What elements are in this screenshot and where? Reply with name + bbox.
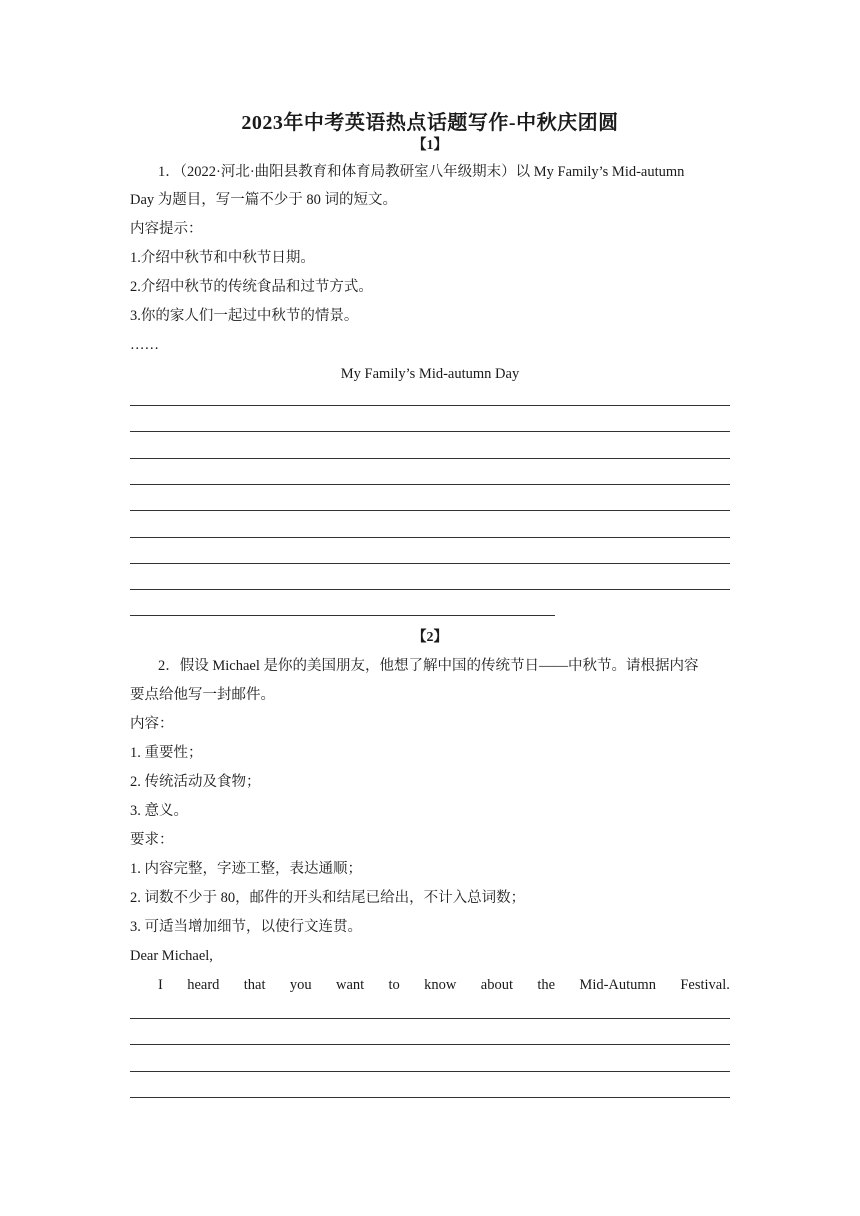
writing-line[interactable] bbox=[130, 405, 730, 406]
section-1-tag: 【1】 bbox=[412, 138, 448, 153]
hint-item: 3.你的家人们一起过中秋节的情景。 bbox=[130, 308, 359, 324]
writing-line[interactable] bbox=[130, 1044, 730, 1045]
section-2-tag: 【2】 bbox=[412, 630, 448, 645]
opening-word: that bbox=[243, 977, 266, 993]
writing-line[interactable] bbox=[130, 1018, 730, 1019]
opening-word: Festival. bbox=[680, 977, 730, 993]
opening-word: I bbox=[158, 977, 163, 993]
writing-line[interactable] bbox=[130, 615, 555, 616]
question-1-line-2: Day 为题目，写一篇不少于 80 词的短文。 bbox=[130, 192, 398, 208]
opening-word: Mid-Autumn bbox=[579, 977, 656, 993]
writing-line[interactable] bbox=[130, 1097, 730, 1098]
opening-word: know bbox=[424, 977, 457, 993]
opening-word: the bbox=[537, 977, 556, 993]
content-item: 1. 重要性； bbox=[130, 745, 203, 761]
content-item: 3. 意义。 bbox=[130, 803, 188, 819]
writing-line[interactable] bbox=[130, 431, 730, 432]
question-1-line-1: 1．（2022·河北·曲阳县教育和体育局教研室八年级期末）以 My Family’s Mid-autumn bbox=[158, 164, 685, 180]
letter-opening-sentence bbox=[130, 975, 730, 995]
letter-greeting: Dear Michael, bbox=[130, 948, 213, 964]
question-2-line-1: 2．假设 Michael 是你的美国朋友，他想了解中国的传统节日——中秋节。请根据内容 bbox=[158, 658, 699, 674]
hint-item: 1.介绍中秋节和中秋节日期。 bbox=[130, 250, 315, 266]
content-item: 2. 传统活动及食物； bbox=[130, 774, 261, 790]
opening-word: about bbox=[480, 977, 513, 993]
question-2-line-2: 要点给他写一封邮件。 bbox=[130, 687, 275, 703]
opening-word: to bbox=[388, 977, 400, 993]
opening-word: you bbox=[289, 977, 312, 993]
writing-line[interactable] bbox=[130, 589, 730, 590]
writing-line[interactable] bbox=[130, 510, 730, 511]
hint-item: 2.介绍中秋节的传统食品和过节方式。 bbox=[130, 279, 373, 295]
ellipsis: …… bbox=[130, 337, 159, 353]
page-title: 2023年中考英语热点话题写作-中秋庆团圆 bbox=[241, 112, 619, 134]
opening-word: heard bbox=[187, 977, 220, 993]
writing-line[interactable] bbox=[130, 537, 730, 538]
requirement-item: 3. 可适当增加细节，以使行文连贯。 bbox=[130, 919, 362, 935]
requirement-item: 1. 内容完整，字迹工整，表达通顺； bbox=[130, 861, 362, 877]
writing-line[interactable] bbox=[130, 563, 730, 564]
opening-word: want bbox=[335, 977, 365, 993]
requirement-item: 2. 词数不少于 80，邮件的开头和结尾已给出，不计入总词数； bbox=[130, 890, 526, 906]
hint-label: 内容提示： bbox=[130, 221, 203, 237]
requirements-label: 要求： bbox=[130, 832, 174, 848]
essay-title: My Family’s Mid-autumn Day bbox=[340, 366, 520, 382]
writing-line[interactable] bbox=[130, 484, 730, 485]
writing-line[interactable] bbox=[130, 458, 730, 459]
content-label: 内容： bbox=[130, 716, 174, 732]
writing-line[interactable] bbox=[130, 1071, 730, 1072]
